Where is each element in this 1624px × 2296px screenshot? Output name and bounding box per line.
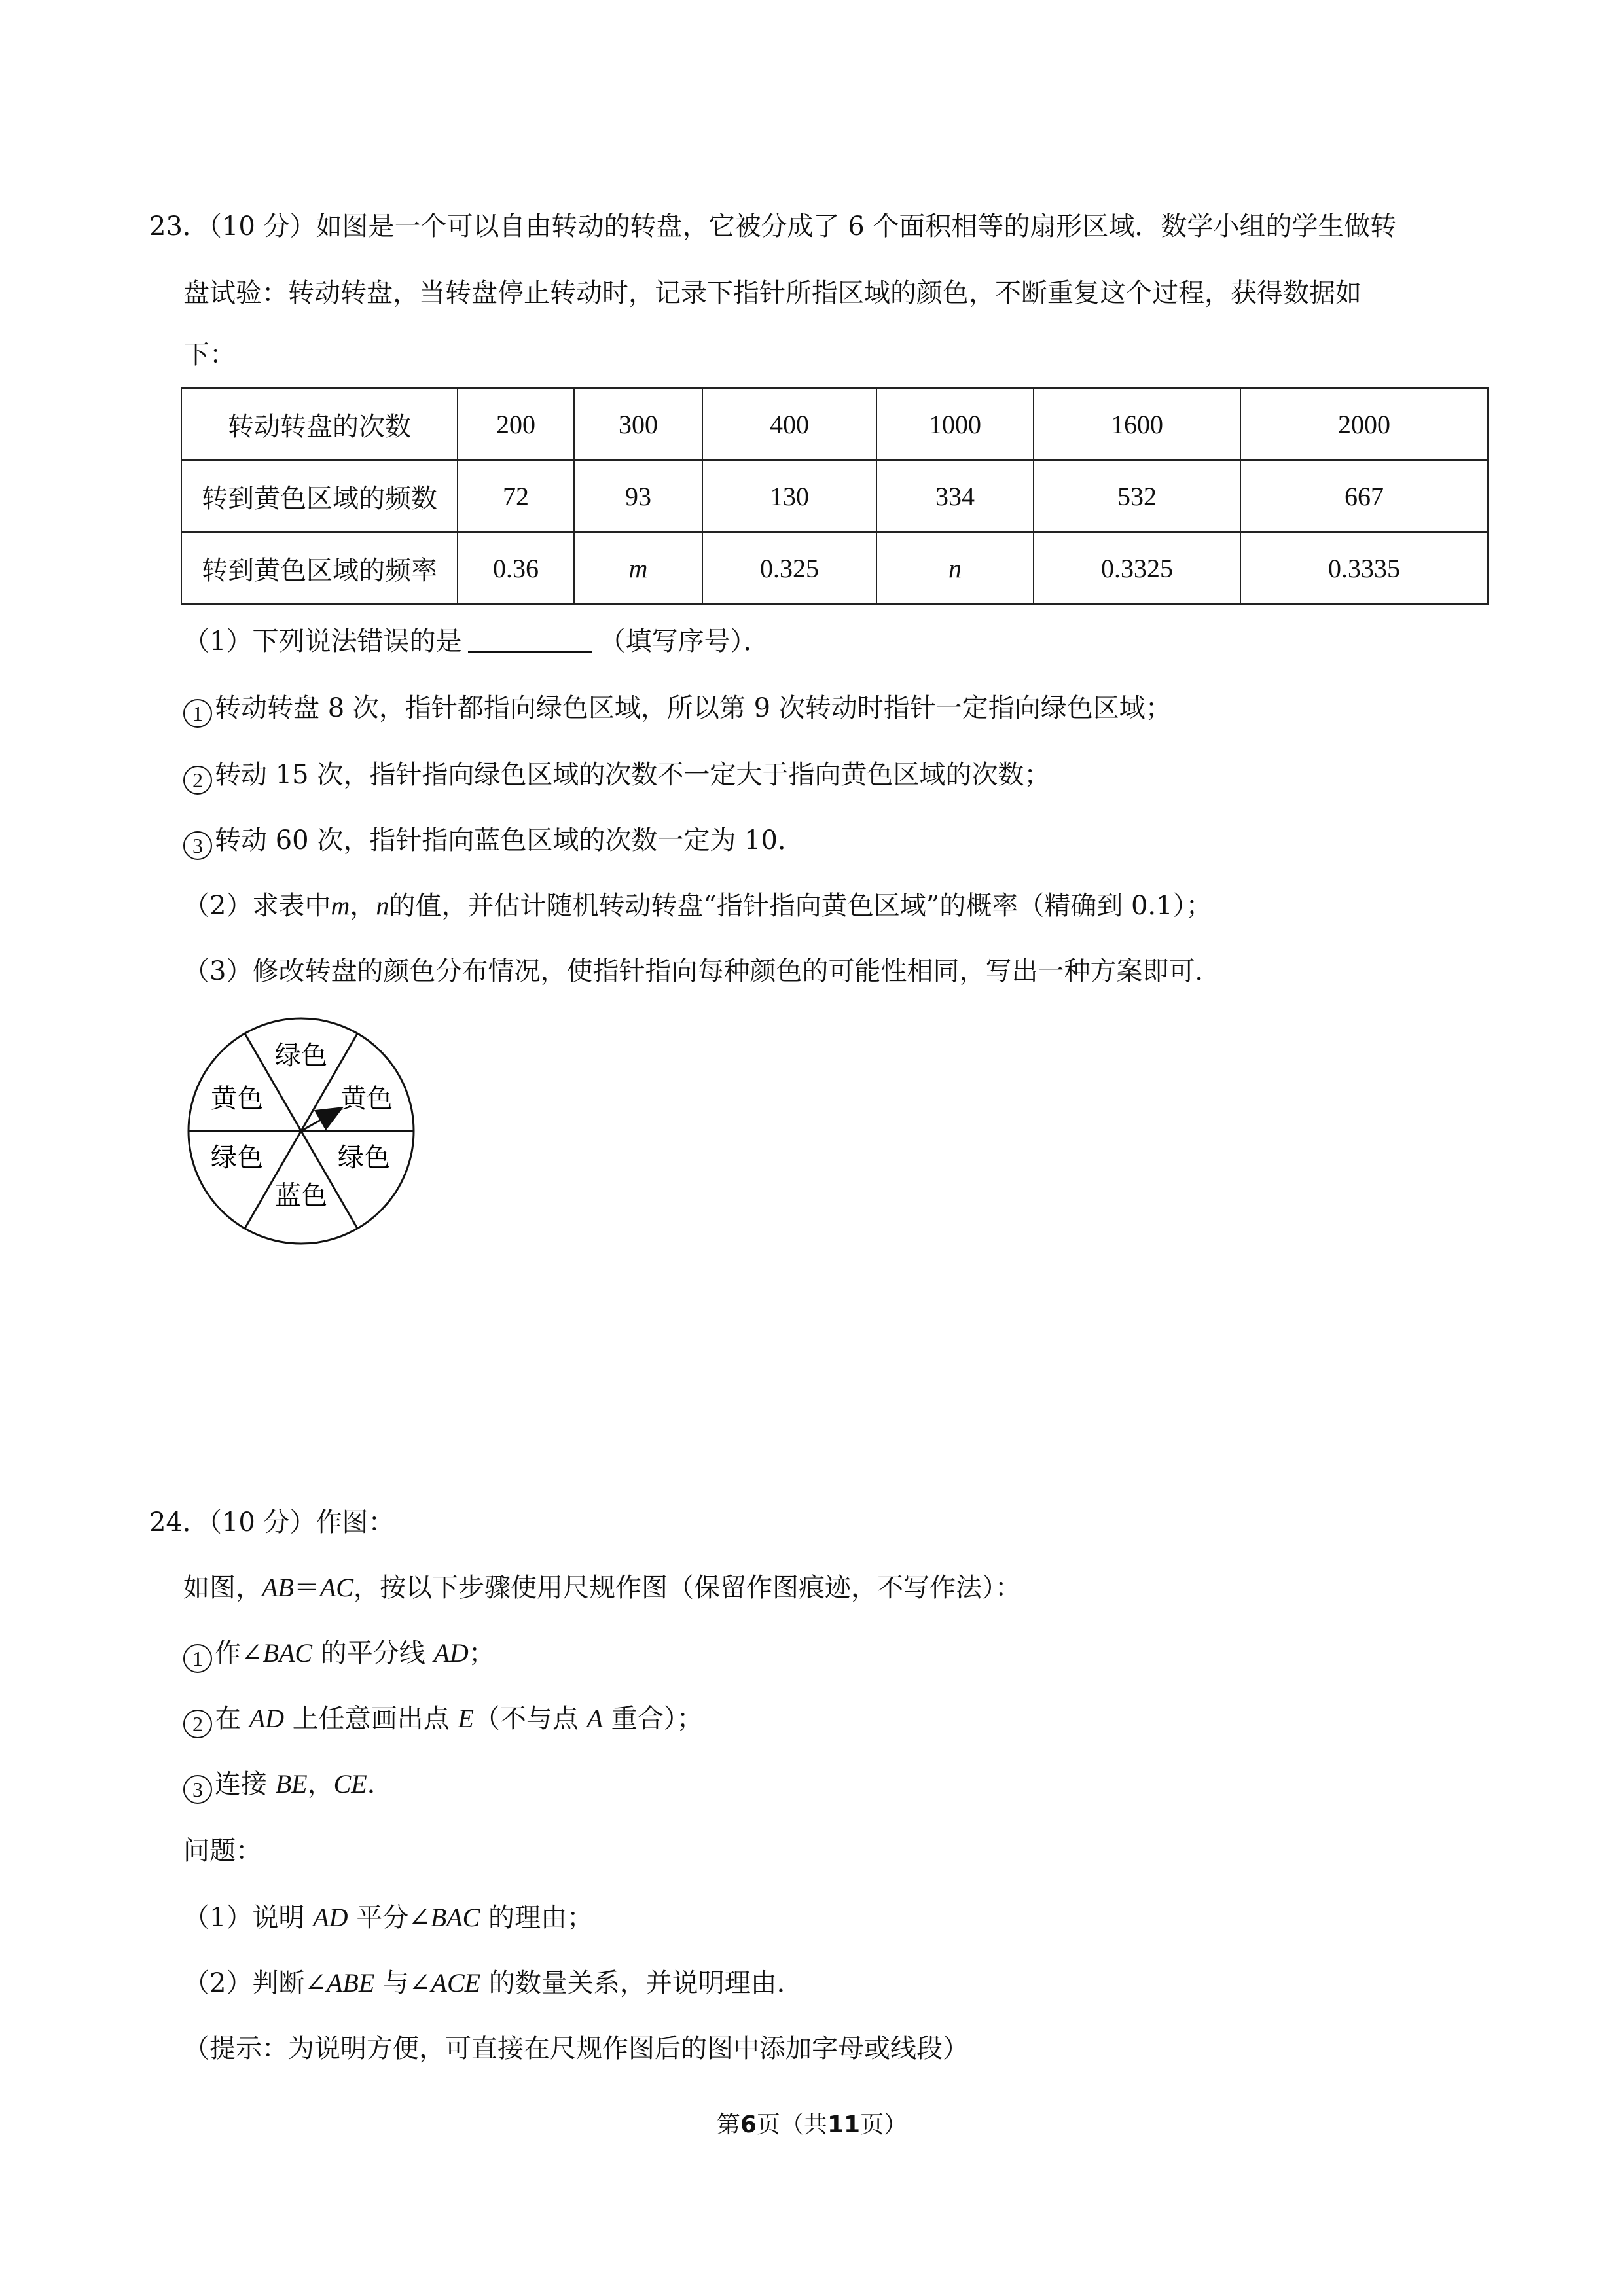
circled-number-2: 2 [183,766,212,795]
table-cell: 400 [702,388,876,460]
q23-part2-text: （2）求表中 [183,891,331,921]
table-cell: 300 [574,388,702,460]
q24-head [149,1504,395,1541]
q23-part1-prefix: （1）下列说法错误的是 [183,626,462,656]
q23-option-2 [183,757,1050,795]
step-text: ． [367,1769,393,1799]
circled-number-1: 1 [183,1644,212,1673]
step-text: 的平分线 [312,1638,434,1668]
sector-label-top: 绿色 [275,1041,327,1071]
circled-number-3: 3 [183,1775,212,1804]
q23-option-2-text: 转动 15 次，指针指向绿色区域的次数不一定大于指向黄色区域的次数； [215,760,1051,790]
part-text: 平分∠ [348,1903,431,1933]
q23-part3: （3）修改转盘的颜色分布情况，使指针指向每种颜色的可能性相同，写出一种方案即可． [183,956,1221,986]
part-text: 的理由； [480,1903,593,1933]
q24-part-1 [183,1899,593,1936]
q23-part2 [183,888,1212,924]
table-row [181,388,1488,460]
sector-label-upper-right: 黄色 [340,1084,393,1114]
q23-part1-suffix: （填写序号）． [599,626,770,656]
q24-step-3 [183,1766,393,1804]
q24-intro [183,1570,1021,1606]
q23-part1 [183,623,769,660]
table-cell: 1000 [876,388,1034,460]
footer-text: 第 [716,2111,740,2138]
part-text: 与∠ [374,1968,431,1998]
q23-text-line2: 盘试验：转动转盘，当转盘停止转动时，记录下指针所指区域的颜色，不断重复这个过程，获得数据如 [183,278,1362,308]
q23-option-1-text: 转动转盘 8 次，指针都指向绿色区域，所以第 9 次转动时指针一定指向绿色区域； [215,693,1172,723]
var-m: m [331,891,350,920]
var-AC: AC [319,1573,353,1602]
circled-number-2: 2 [183,1710,212,1738]
table-cell: 1600 [1034,388,1240,460]
table-cell: n [876,532,1034,604]
table-cell: 667 [1240,460,1488,532]
table-cell: 0.3335 [1240,532,1488,604]
part-text: （2）判断∠ [183,1968,327,1998]
q23-option-3 [183,822,804,860]
var-E: E [458,1704,474,1733]
page-number: 6 [740,2111,757,2138]
circled-number-3: 3 [183,831,212,860]
q24-intro-text: 如图， [183,1573,262,1603]
var-n: n [376,891,389,920]
q23-option-1 [183,690,1172,728]
page-footer [0,2106,1624,2140]
q24-number: 24． [149,1507,209,1537]
var-CE: CE [333,1769,367,1799]
q24-hint: （提示：为说明方便，可直接在尺规作图后的图中添加字母或线段） [183,2034,969,2064]
q23-part2-text2: 的值，并估计随机转动转盘“指针指向黄色区域”的概率（精确到 0.1）； [389,891,1212,921]
q23-part2-comma: ， [350,891,376,921]
q23-text-line3: 下： [183,340,236,370]
table-cell: 0.325 [702,532,876,604]
circled-number-1: 1 [183,699,212,728]
table-cell: 转动转盘的次数 [181,388,458,460]
step-text: 连接 [215,1769,276,1799]
footer-text: 页） [860,2111,908,2138]
frequency-table [181,387,1489,605]
step-text: 在 [215,1704,249,1734]
var-AB: AB [262,1573,294,1602]
q24-part-2 [183,1965,803,2001]
step-text: ， [307,1769,334,1799]
table-row [181,460,1488,532]
table-cell: 转到黄色区域的频数 [181,460,458,532]
sector-label-upper-left: 黄色 [211,1084,263,1114]
q23-option-3-text: 转动 60 次，指针指向蓝色区域的次数一定为 10． [215,825,804,855]
sector-label-lower-left: 绿色 [211,1143,263,1173]
step-text: 上任意画出点 [284,1704,458,1734]
var-AD: AD [433,1638,469,1668]
table-cell: 2000 [1240,388,1488,460]
q24-head-text: （10 分）作图： [208,1507,395,1537]
table-cell: m [574,532,702,604]
table-cell: 72 [458,460,574,532]
q23-number: 23． [149,211,209,242]
step-text: 作∠ [215,1638,263,1668]
table-cell: 0.36 [458,532,574,604]
footer-text: 页（共 [756,2111,827,2138]
part-text: （1）说明 [183,1903,314,1933]
sector-label-bottom: 蓝色 [275,1181,327,1211]
step-text: 重合）； [603,1704,703,1734]
var-ACE: ACE [431,1968,481,1998]
part-text: 的数量关系，并说明理由． [480,1968,803,1998]
spinner-wheel-figure [183,1013,419,1249]
table-cell: 转到黄色区域的频率 [181,532,458,604]
var-AD: AD [249,1704,285,1733]
q24-intro-text2: ，按以下步骤使用尺规作图（保留作图痕迹，不写作法）： [353,1573,1021,1603]
var-BAC: BAC [430,1903,480,1932]
table-cell: 532 [1034,460,1240,532]
var-AD: AD [313,1903,348,1932]
q23-line1 [149,208,1396,245]
table-cell: 130 [702,460,876,532]
q23-text-line1: （10 分）如图是一个可以自由转动的转盘，它被分成了 6 个面积相等的扇形区域．数学小组的学生做转 [208,211,1397,242]
table-cell: 0.3325 [1034,532,1240,604]
var-ABE: ABE [326,1968,375,1998]
q24-step-1 [183,1635,495,1673]
q24-question-label: 问题： [183,1836,262,1866]
step-text: ； [468,1638,495,1668]
table-cell: 200 [458,388,574,460]
q24-step-2 [183,1700,703,1738]
total-pages: 11 [827,2111,861,2138]
answer-blank [468,625,592,653]
var-BAC: BAC [262,1638,313,1668]
table-row [181,532,1488,604]
var-A: A [586,1704,604,1733]
table-cell: 93 [574,460,702,532]
table-cell: 334 [876,460,1034,532]
equals-sign: ＝ [293,1573,320,1603]
step-text: （不与点 [473,1704,587,1734]
var-BE: BE [275,1769,308,1799]
sector-label-lower-right: 绿色 [338,1143,390,1173]
